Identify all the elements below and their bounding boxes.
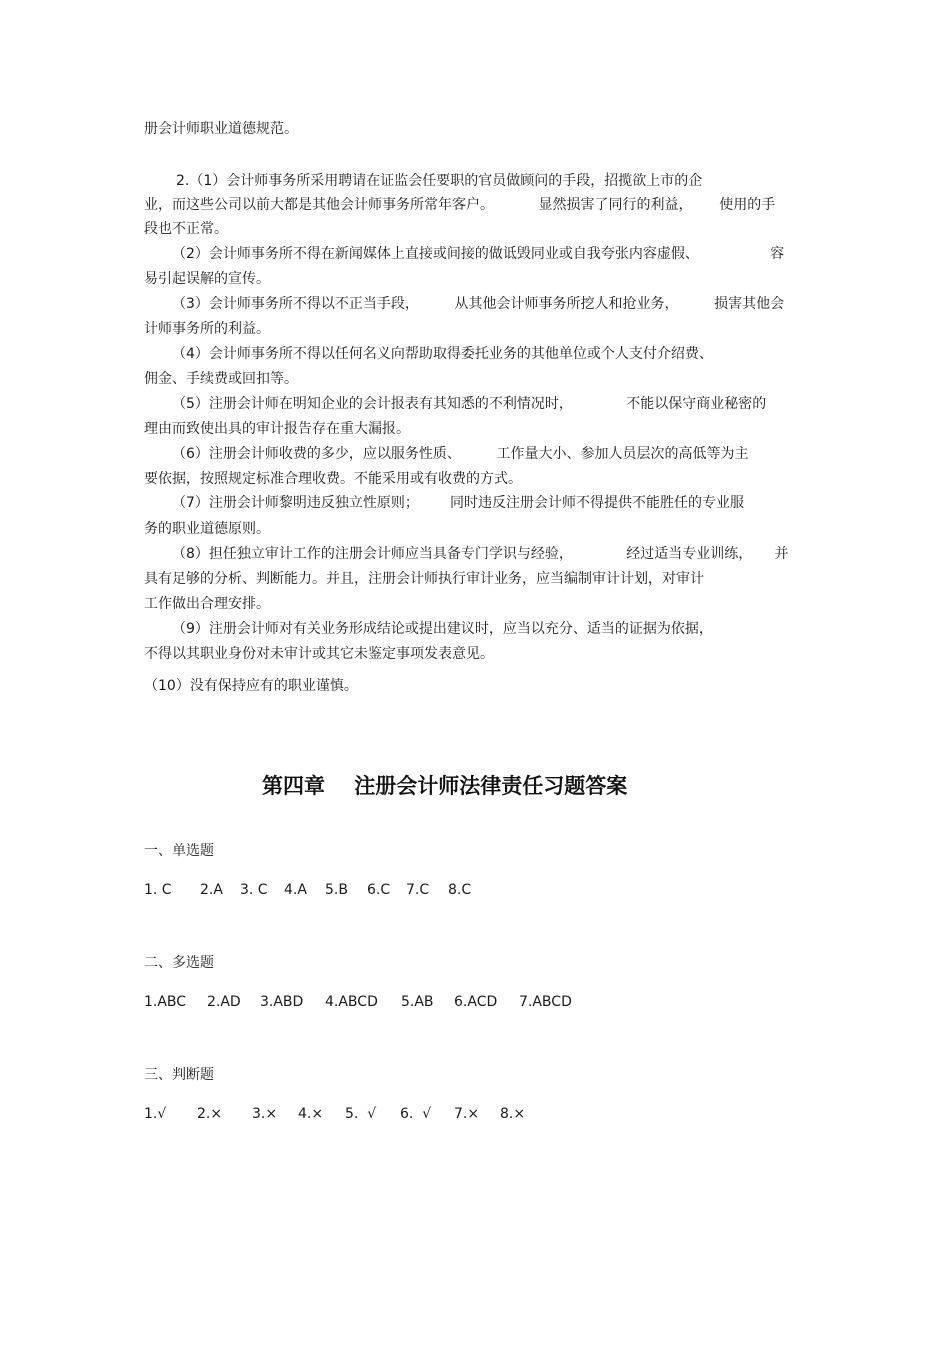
q2-line-10: （5）注册会计师在明知企业的会计报表有其知悉的不利情况时， 不能以保守商业秘密的 bbox=[172, 396, 767, 412]
chapter-title: 第四章 注册会计师法律责任习题答案 bbox=[262, 774, 628, 798]
q2-line-19: （9）注册会计师对有关业务形成结论或提出建议时，应当以充分、适当的证据为依据， bbox=[172, 621, 713, 637]
multiple-choice-answers bbox=[0, 993, 950, 1011]
q2-line-3: 段也不正常。 bbox=[144, 221, 228, 237]
answer-item: 3.× bbox=[252, 1106, 278, 1122]
q2-line-4: （2）会计师事务所不得在新闻媒体上直接或间接的做诋毁同业或自我夸张内容虚假、 容 bbox=[172, 246, 785, 262]
q2-line-18: 工作做出合理安排。 bbox=[144, 596, 270, 612]
single-choice-answers bbox=[0, 881, 950, 899]
answer-item: 2.AD bbox=[207, 994, 241, 1010]
answer-item: 4.A bbox=[284, 882, 307, 898]
answer-item: 3. C bbox=[240, 882, 268, 898]
q2-line-21: （10）没有保持应有的职业谨慎。 bbox=[144, 678, 358, 694]
answer-item: 2.× bbox=[197, 1106, 223, 1122]
answer-item: 3.ABD bbox=[260, 994, 304, 1010]
q2-line-13: 要依据，按照规定标准合理收费。不能采用或有收费的方式。 bbox=[144, 471, 522, 487]
answer-item: 7.C bbox=[406, 882, 430, 898]
answer-item: 8.× bbox=[500, 1106, 526, 1122]
q2-line-8: （4）会计师事务所不得以任何名义向帮助取得委托业务的其他单位或个人支付介绍费、 bbox=[172, 346, 713, 362]
answer-item: 1.√ bbox=[144, 1106, 167, 1122]
answer-item: 6.ACD bbox=[454, 994, 498, 1010]
q2-line-20: 不得以其职业身份对未审计或其它未鉴定事项发表意见。 bbox=[144, 646, 494, 662]
q2-line-5: 易引起误解的宣传。 bbox=[144, 271, 270, 287]
q2-line-11: 理由而致使出具的审计报告存在重大漏报。 bbox=[144, 421, 410, 437]
q2-line-12: （6）注册会计师收费的多少，应以服务性质、 工作量大小、参加人员层次的高低等为主 bbox=[172, 446, 749, 462]
q2-line-15: 务的职业道德原则。 bbox=[144, 521, 270, 537]
answer-item: 5.AB bbox=[401, 994, 434, 1010]
answer-item: 2.A bbox=[200, 882, 223, 898]
answer-item: 1.ABC bbox=[144, 994, 187, 1010]
answer-item: 4.ABCD bbox=[325, 994, 378, 1010]
answer-item: 6. √ bbox=[400, 1106, 432, 1122]
answer-item: 1. C bbox=[144, 882, 172, 898]
q2-line-7: 计师事务所的利益。 bbox=[144, 321, 270, 337]
q2-line-17: 具有足够的分析、判断能力。并且，注册会计师执行审计业务，应当编制审计计划，对审计 bbox=[144, 571, 704, 587]
answer-item: 6.C bbox=[367, 882, 391, 898]
q2-line-14: （7）注册会计师黎明违反独立性原则； 同时违反注册会计师不得提供不能胜任的专业服 bbox=[172, 495, 745, 511]
q2-line-16: （8）担任独立审计工作的注册会计师应当具备专门学识与经验， 经过适当专业训练， 并 bbox=[172, 546, 789, 562]
answer-item: 8.C bbox=[448, 882, 472, 898]
answer-item: 5.B bbox=[325, 882, 348, 898]
section-heading-true-false: 三、判断题 bbox=[144, 1067, 214, 1083]
q2-line-2: 业，而这些公司以前大都是其他会计师事务所常年客户。 显然损害了同行的利益， 使用的手 bbox=[144, 197, 776, 213]
q2-line-1: 2.（1）会计师事务所采用聘请在证监会任要职的官员做顾问的手段，招揽欲上市的企 bbox=[176, 173, 703, 189]
answer-item: 7.ABCD bbox=[519, 994, 572, 1010]
section-heading-single-choice: 一、单选题 bbox=[144, 843, 214, 859]
q2-line-9: 佣金、手续费或回扣等。 bbox=[144, 371, 298, 387]
answer-item: 4.× bbox=[298, 1106, 324, 1122]
section-heading-multiple-choice: 二、多选题 bbox=[144, 955, 214, 971]
q2-line-6: （3）会计师事务所不得以不正当手段， 从其他会计师事务所挖人和抢业务， 损害其他会 bbox=[172, 296, 785, 312]
answer-item: 7.× bbox=[454, 1106, 480, 1122]
true-false-answers bbox=[0, 1105, 950, 1123]
intro-line: 册会计师职业道德规范。 bbox=[144, 121, 298, 137]
answer-item: 5. √ bbox=[345, 1106, 377, 1122]
